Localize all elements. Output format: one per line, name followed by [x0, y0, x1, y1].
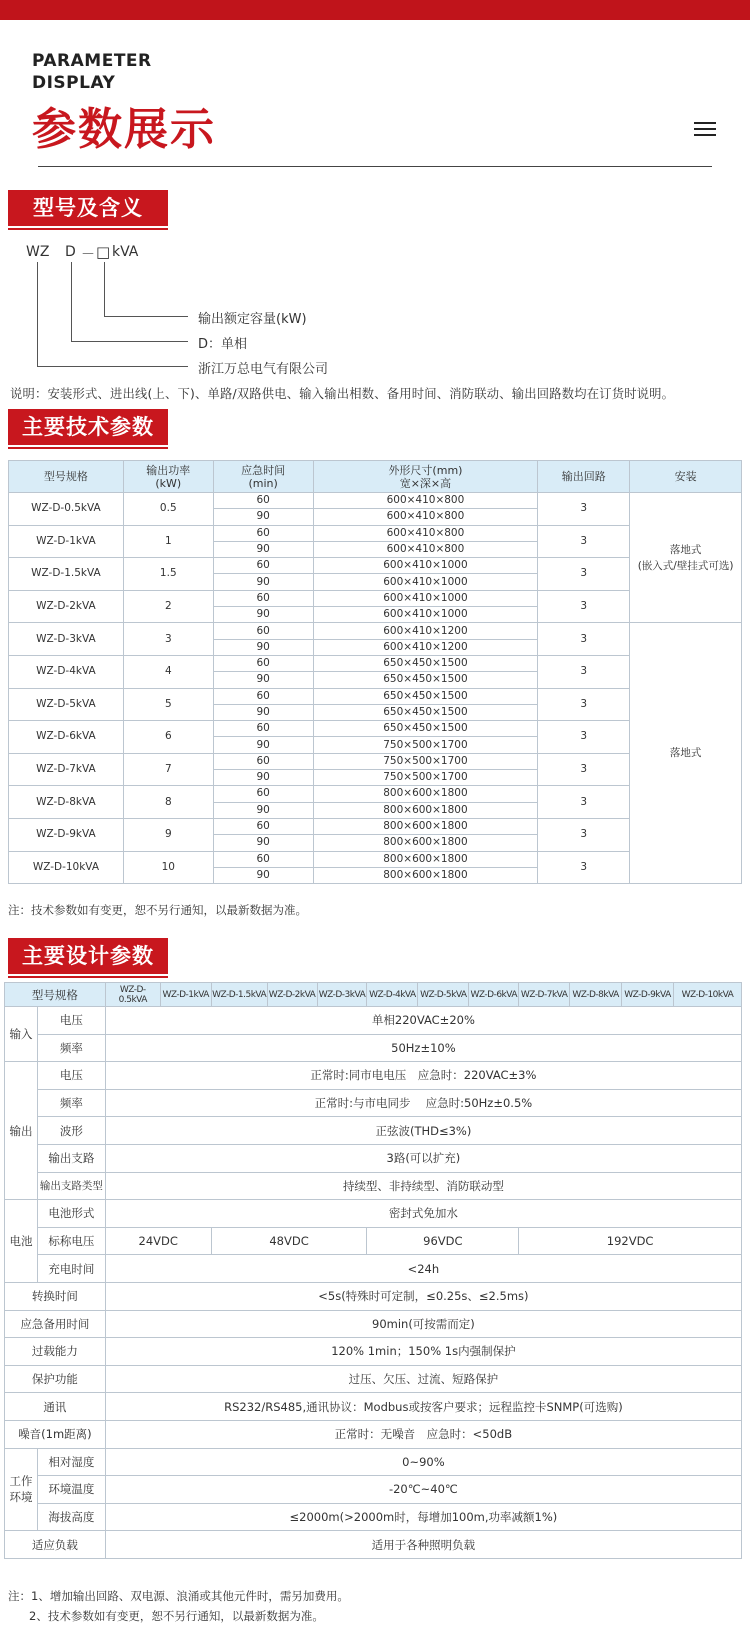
- header-model: 型号规格: [5, 983, 106, 1007]
- row-label: 波形: [37, 1117, 105, 1145]
- connector-line: [71, 262, 72, 341]
- table-header-row: [9, 461, 742, 493]
- header-model-4: WZ-D-3kVA: [317, 983, 367, 1007]
- design-params-table: [4, 982, 742, 1559]
- cell-circuits: 3: [538, 623, 630, 656]
- cell-dims: 800×600×1800: [313, 867, 538, 883]
- header-model-6: WZ-D-5kVA: [418, 983, 469, 1007]
- cell-time: 60: [213, 721, 313, 737]
- row-label: 电压: [37, 1007, 105, 1035]
- row-label: 频率: [37, 1089, 105, 1117]
- row-value: 24VDC: [105, 1227, 211, 1255]
- header-time: 应急时间 (min): [213, 461, 313, 493]
- cell-install: 落地式: [630, 623, 742, 884]
- row-value: 96VDC: [367, 1227, 519, 1255]
- cell-dims: 800×600×1800: [313, 818, 538, 834]
- cell-model: WZ-D-0.5kVA: [9, 493, 124, 526]
- design-note-1: 注：1、增加输出回路、双电源、浪涌或其他元件时，需另加费用。: [8, 1589, 349, 1603]
- cell-time: 60: [213, 558, 313, 574]
- row-value: 密封式免加水: [105, 1200, 741, 1228]
- cell-dims: 600×410×1000: [313, 607, 538, 623]
- table-row: [5, 1282, 742, 1310]
- english-heading-line2: DISPLAY: [32, 73, 116, 93]
- table-row: [5, 1200, 742, 1228]
- cell-power: 2: [123, 590, 213, 623]
- page-title: 参数展示: [32, 104, 216, 155]
- tech-params-table: [8, 460, 742, 884]
- row-label: 输出支路: [37, 1144, 105, 1172]
- cell-time: 90: [213, 770, 313, 786]
- row-label: 标称电压: [37, 1227, 105, 1255]
- design-note-2: 2、技术参数如有变更，恕不另行通知，以最新数据为准。: [29, 1609, 324, 1623]
- cell-circuits: 3: [538, 655, 630, 688]
- row-label: 应急备用时间: [5, 1310, 106, 1338]
- cell-time: 60: [213, 493, 313, 509]
- cell-dims: 600×410×1000: [313, 574, 538, 590]
- english-heading-line1: PARAMETER: [32, 51, 152, 71]
- cell-time: 90: [213, 704, 313, 720]
- cell-dims: 650×450×1500: [313, 655, 538, 671]
- meaning-phase: D：单相: [198, 337, 248, 352]
- table-row: [5, 1227, 742, 1255]
- table-row: [5, 1448, 742, 1476]
- meaning-capacity: 输出额定容量(kW): [198, 312, 307, 327]
- cell-model: WZ-D-9kVA: [9, 818, 124, 851]
- header-model-9: WZ-D-8kVA: [570, 983, 622, 1007]
- row-label: 相对湿度: [37, 1448, 105, 1476]
- cell-dims: 600×410×1000: [313, 590, 538, 606]
- cell-time: 90: [213, 509, 313, 525]
- header-model-11: WZ-D-10kVA: [673, 983, 741, 1007]
- cell-time: 90: [213, 639, 313, 655]
- cell-dims: 650×450×1500: [313, 704, 538, 720]
- table-row: [5, 1144, 742, 1172]
- model-code-dash: －: [81, 247, 95, 263]
- table-row: [5, 1255, 742, 1283]
- row-value: 正常时：无噪音 应急时：<50dB: [105, 1420, 741, 1448]
- cell-dims: 600×410×800: [313, 509, 538, 525]
- cell-time: 60: [213, 623, 313, 639]
- cell-circuits: 3: [538, 590, 630, 623]
- header-dims: 外形尺寸(mm) 宽×深×高: [313, 461, 538, 493]
- row-value: RS232/RS485,通讯协议：Modbus或按客户要求；远程监控卡SNMP(可选购): [105, 1393, 741, 1421]
- row-label: 海拔高度: [37, 1503, 105, 1531]
- header-model-10: WZ-D-9kVA: [622, 983, 674, 1007]
- cell-power: 0.5: [123, 493, 213, 526]
- row-value: 90min(可按需而定): [105, 1310, 741, 1338]
- header-install: 安装: [630, 461, 742, 493]
- row-label: 频率: [37, 1034, 105, 1062]
- table-row: [5, 1117, 742, 1145]
- connector-line: [104, 316, 188, 317]
- table-row: [5, 1476, 742, 1504]
- connector-line: [37, 262, 38, 366]
- cell-time: 90: [213, 574, 313, 590]
- row-value: 0~90%: [105, 1448, 741, 1476]
- cell-model: WZ-D-7kVA: [9, 753, 124, 786]
- meaning-company: 浙江万总电气有限公司: [198, 362, 329, 377]
- header-model-1: WZ-D-1kVA: [160, 983, 211, 1007]
- group-env: 工作 环境: [5, 1448, 38, 1531]
- cell-time: 90: [213, 867, 313, 883]
- cell-time: 90: [213, 802, 313, 818]
- header-model-3: WZ-D-2kVA: [267, 983, 317, 1007]
- row-value: 过压、欠压、过流、短路保护: [105, 1365, 741, 1393]
- cell-dims: 600×410×1000: [313, 558, 538, 574]
- cell-dims: 800×600×1800: [313, 835, 538, 851]
- row-label: 通讯: [5, 1393, 106, 1421]
- table-row: [5, 1420, 742, 1448]
- table-row: [5, 1338, 742, 1366]
- cell-power: 9: [123, 818, 213, 851]
- row-value: 正弦波(THD≤3%): [105, 1117, 741, 1145]
- cell-dims: 800×600×1800: [313, 786, 538, 802]
- header-divider: [38, 166, 712, 167]
- cell-time: 60: [213, 753, 313, 769]
- row-value: 正常时:与市电同步 应急时:50Hz±0.5%: [105, 1089, 741, 1117]
- cell-time: 90: [213, 737, 313, 753]
- cell-power: 7: [123, 753, 213, 786]
- row-label: 适应负载: [5, 1531, 106, 1559]
- section-title-design: 主要设计参数: [8, 938, 168, 974]
- menu-icon[interactable]: [694, 122, 716, 138]
- cell-dims: 650×450×1500: [313, 721, 538, 737]
- cell-dims: 750×500×1700: [313, 770, 538, 786]
- header-model-5: WZ-D-4kVA: [367, 983, 418, 1007]
- tech-note: 注：技术参数如有变更，恕不另行通知，以最新数据为准。: [8, 903, 307, 917]
- row-label: 过载能力: [5, 1338, 106, 1366]
- cell-time: 60: [213, 688, 313, 704]
- cell-dims: 750×500×1700: [313, 737, 538, 753]
- cell-time: 60: [213, 818, 313, 834]
- cell-time: 60: [213, 525, 313, 541]
- cell-model: WZ-D-10kVA: [9, 851, 124, 884]
- cell-dims: 600×410×800: [313, 493, 538, 509]
- cell-dims: 600×410×1200: [313, 639, 538, 655]
- table-row: [5, 1172, 742, 1200]
- cell-model: WZ-D-8kVA: [9, 786, 124, 819]
- cell-circuits: 3: [538, 721, 630, 754]
- row-label: 充电时间: [37, 1255, 105, 1283]
- header-circuits: 输出回路: [538, 461, 630, 493]
- row-value: 50Hz±10%: [105, 1034, 741, 1062]
- cell-dims: 650×450×1500: [313, 688, 538, 704]
- cell-dims: 600×410×800: [313, 541, 538, 557]
- cell-dims: 600×410×1200: [313, 623, 538, 639]
- model-code-d: D: [65, 244, 76, 260]
- row-value: <24h: [105, 1255, 741, 1283]
- table-row: [5, 1393, 742, 1421]
- row-label: 电压: [37, 1062, 105, 1090]
- english-heading: [32, 50, 152, 94]
- row-value: 正常时:同市电电压 应急时：220VAC±3%: [105, 1062, 741, 1090]
- row-value: 3路(可以扩充): [105, 1144, 741, 1172]
- row-value: 适用于各种照明负载: [105, 1531, 741, 1559]
- model-code-kva: kVA: [112, 244, 139, 260]
- model-note: 说明：安装形式、进出线(上、下)、单路/双路供电、输入输出相数、备用时间、消防联动、输出回路数均在订货时说明。: [10, 387, 675, 401]
- section-title-model: 型号及含义: [8, 190, 168, 226]
- group-battery: 电池: [5, 1200, 38, 1283]
- cell-time: 60: [213, 786, 313, 802]
- cell-circuits: 3: [538, 818, 630, 851]
- cell-power: 1: [123, 525, 213, 558]
- group-input: 输入: [5, 1007, 38, 1062]
- model-code-box: □: [96, 243, 111, 261]
- table-row: [9, 493, 742, 509]
- cell-time: 60: [213, 590, 313, 606]
- cell-model: WZ-D-1.5kVA: [9, 558, 124, 591]
- cell-dims: 800×600×1800: [313, 851, 538, 867]
- table-row: [5, 1531, 742, 1559]
- row-value: 单相220VAC±20%: [105, 1007, 741, 1035]
- header-power: 输出功率 (kW): [123, 461, 213, 493]
- model-code-wz: WZ: [26, 244, 50, 260]
- cell-model: WZ-D-1kVA: [9, 525, 124, 558]
- cell-dims: 600×410×800: [313, 525, 538, 541]
- row-label: 电池形式: [37, 1200, 105, 1228]
- table-header-row: [5, 983, 742, 1007]
- cell-time: 90: [213, 672, 313, 688]
- cell-model: WZ-D-5kVA: [9, 688, 124, 721]
- cell-power: 8: [123, 786, 213, 819]
- row-label: 转换时间: [5, 1282, 106, 1310]
- header-model-2: WZ-D-1.5kVA: [211, 983, 267, 1007]
- cell-time: 90: [213, 835, 313, 851]
- row-value: 120% 1min；150% 1s内强制保护: [105, 1338, 741, 1366]
- table-row: [5, 1503, 742, 1531]
- connector-line: [71, 341, 188, 342]
- cell-power: 3: [123, 623, 213, 656]
- cell-power: 5: [123, 688, 213, 721]
- cell-power: 10: [123, 851, 213, 884]
- cell-circuits: 3: [538, 851, 630, 884]
- row-value: 48VDC: [211, 1227, 367, 1255]
- cell-dims: 650×450×1500: [313, 672, 538, 688]
- table-row: [5, 1062, 742, 1090]
- top-bar: [0, 0, 750, 20]
- table-row: [5, 1089, 742, 1117]
- table-row: [9, 623, 742, 639]
- row-value: -20℃~40℃: [105, 1476, 741, 1504]
- header-model: 型号规格: [9, 461, 124, 493]
- cell-circuits: 3: [538, 525, 630, 558]
- cell-model: WZ-D-6kVA: [9, 721, 124, 754]
- table-row: [5, 1310, 742, 1338]
- row-value: <5s(特殊时可定制，≤0.25s、≤2.5ms): [105, 1282, 741, 1310]
- cell-power: 4: [123, 655, 213, 688]
- cell-time: 60: [213, 655, 313, 671]
- row-value: ≤2000m(>2000m时，每增加100m,功率减额1%): [105, 1503, 741, 1531]
- table-row: [5, 1365, 742, 1393]
- table-row: [5, 1007, 742, 1035]
- cell-dims: 800×600×1800: [313, 802, 538, 818]
- cell-model: WZ-D-3kVA: [9, 623, 124, 656]
- cell-circuits: 3: [538, 493, 630, 526]
- cell-model: WZ-D-4kVA: [9, 655, 124, 688]
- row-label: 输出支路类型: [37, 1172, 105, 1200]
- cell-model: WZ-D-2kVA: [9, 590, 124, 623]
- table-row: [5, 1034, 742, 1062]
- row-value: 持续型、非持续型、消防联动型: [105, 1172, 741, 1200]
- cell-circuits: 3: [538, 558, 630, 591]
- cell-dims: 750×500×1700: [313, 753, 538, 769]
- cell-time: 90: [213, 541, 313, 557]
- cell-power: 6: [123, 721, 213, 754]
- connector-line: [104, 262, 105, 316]
- cell-time: 90: [213, 607, 313, 623]
- cell-circuits: 3: [538, 688, 630, 721]
- row-label: 保护功能: [5, 1365, 106, 1393]
- cell-circuits: 3: [538, 786, 630, 819]
- row-label: 环境温度: [37, 1476, 105, 1504]
- header-model-8: WZ-D-7kVA: [519, 983, 570, 1007]
- cell-time: 60: [213, 851, 313, 867]
- header-model-0: WZ-D-0.5kVA: [105, 983, 160, 1007]
- connector-line: [37, 366, 188, 367]
- cell-power: 1.5: [123, 558, 213, 591]
- cell-circuits: 3: [538, 753, 630, 786]
- row-label: 噪音(1m距离): [5, 1420, 106, 1448]
- group-output: 输出: [5, 1062, 38, 1200]
- row-value: 192VDC: [519, 1227, 742, 1255]
- cell-install: 落地式 (嵌入式/壁挂式可选): [630, 493, 742, 623]
- section-title-tech: 主要技术参数: [8, 409, 168, 445]
- header-model-7: WZ-D-6kVA: [469, 983, 519, 1007]
